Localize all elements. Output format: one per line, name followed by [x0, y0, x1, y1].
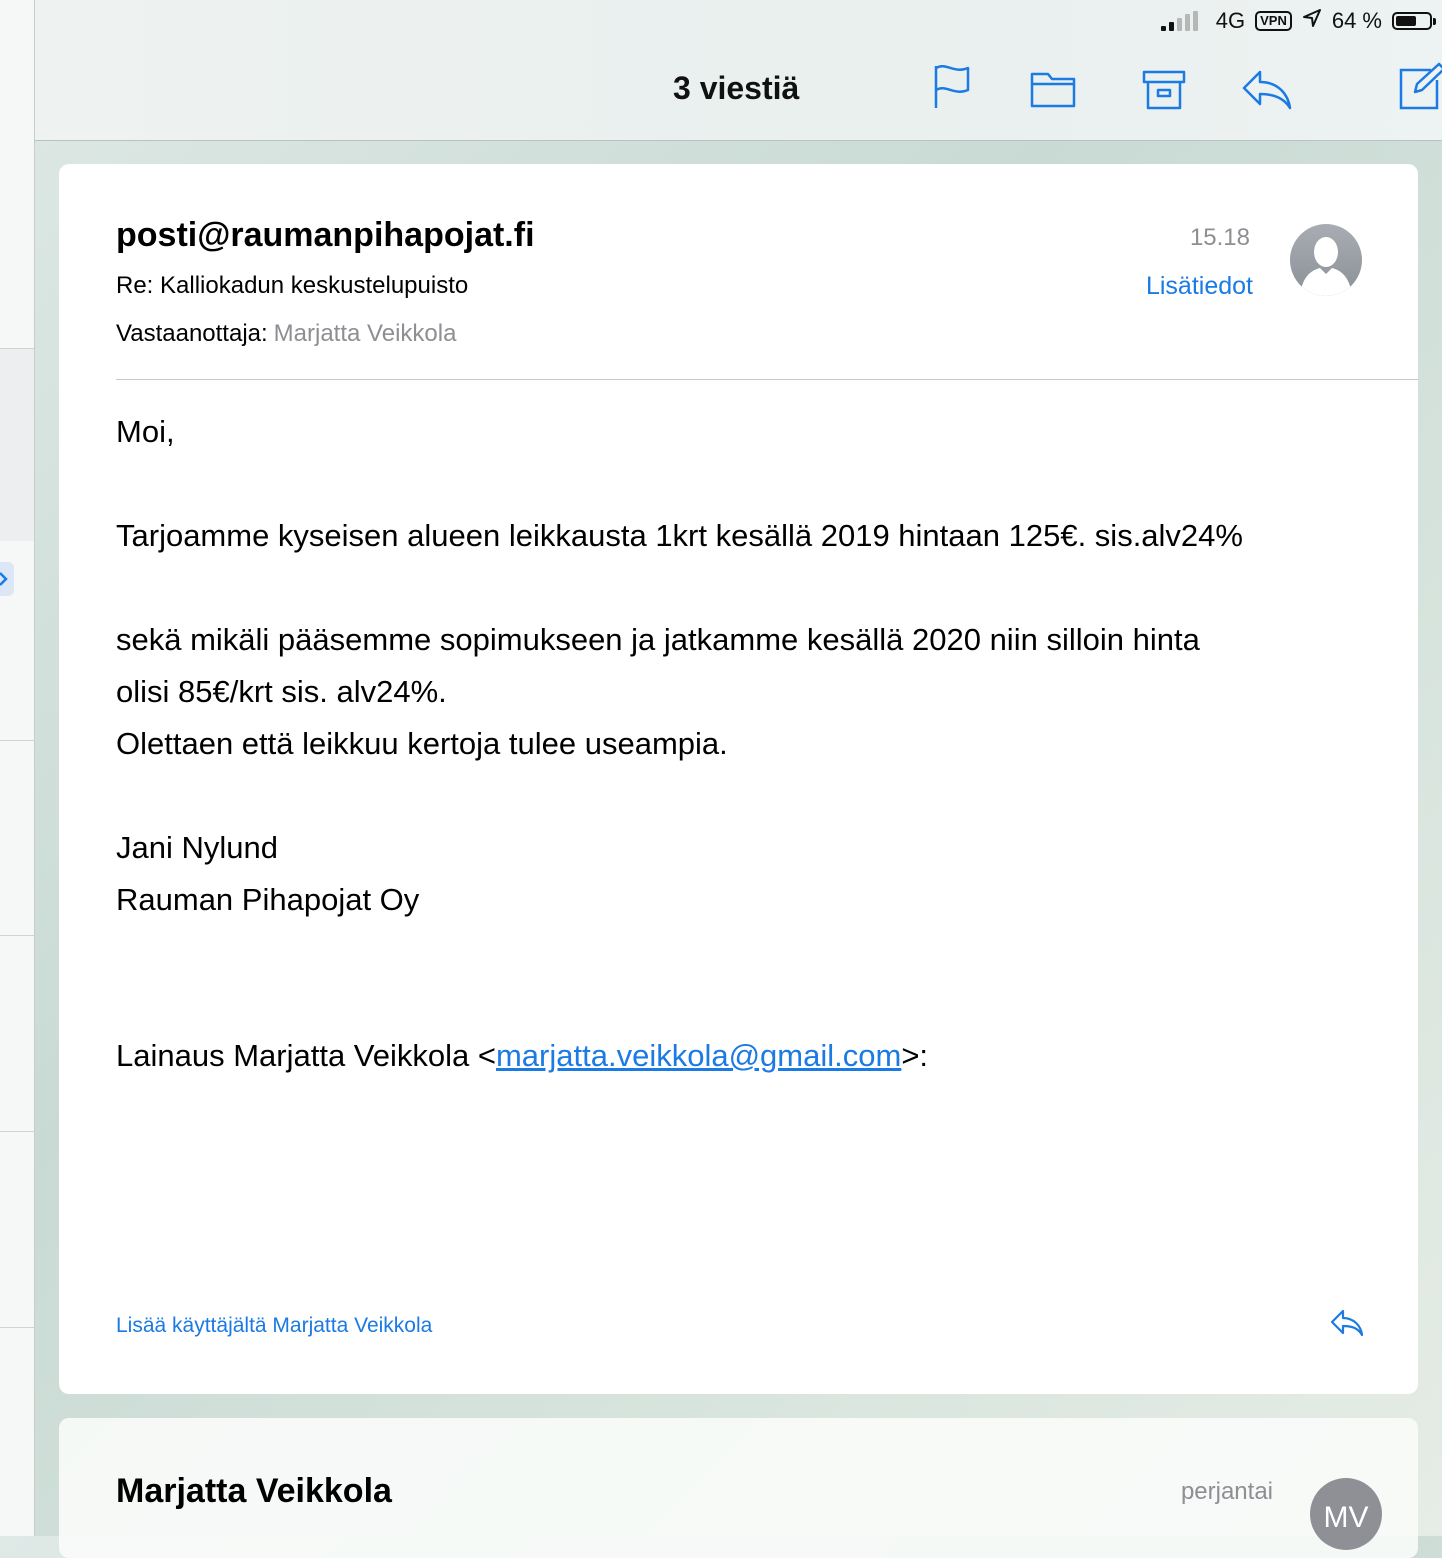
more-from-sender-link[interactable]: Lisää käyttäjältä Marjatta Veikkola [116, 1314, 433, 1337]
message-card [59, 164, 1418, 1394]
quote-suffix: >: [901, 1038, 929, 1073]
reply-icon[interactable] [1240, 68, 1294, 115]
sender-avatar[interactable]: MV [1310, 1478, 1382, 1550]
network-type: 4G [1215, 8, 1246, 33]
sender-avatar[interactable] [1290, 224, 1362, 296]
sender-address[interactable]: posti@raumanpihapojat.fi [116, 216, 535, 254]
vpn-badge: VPN [1255, 11, 1292, 31]
folder-icon[interactable] [1030, 68, 1076, 113]
navigation-bar [35, 0, 1442, 141]
message-subject: Re: Kalliokadun keskustelupuisto [116, 272, 469, 299]
body-paragraph: Olettaen että leikkuu kertoja tulee useampia. [116, 726, 728, 761]
battery-percent: 64 % [1331, 8, 1382, 33]
signature-name: Jani Nylund [116, 830, 278, 865]
person-silhouette-icon [1290, 224, 1362, 296]
status-bar [1161, 8, 1432, 34]
sidebar-divider [0, 1327, 34, 1328]
quote-header [116, 1030, 1376, 1082]
body-paragraph: olisi 85€/krt sis. alv24%. [116, 674, 447, 709]
sidebar-divider [0, 1131, 34, 1132]
archive-icon[interactable] [1142, 68, 1186, 115]
battery-icon [1392, 12, 1432, 30]
sidebar-divider [0, 935, 34, 936]
greeting: Moi, [116, 414, 175, 449]
sender-name: Marjatta Veikkola [116, 1472, 392, 1510]
recipient-name[interactable]: Marjatta Veikkola [273, 320, 457, 347]
quote-email-link[interactable]: marjatta.veikkola@gmail.com [495, 1038, 902, 1073]
recipient-label: Vastaanottaja: [116, 320, 268, 347]
quote-prefix: Lainaus Marjatta Veikkola < [116, 1038, 496, 1073]
body-paragraph: Tarjoamme kyseisen alueen leikkausta 1krt kesällä 2019 hintaan 125€. sis.alv24% [116, 518, 1243, 553]
sidebar-divider [0, 740, 34, 741]
message-card[interactable] [59, 1418, 1418, 1558]
thread-title: 3 viestiä [673, 70, 800, 106]
message-body [116, 406, 1376, 1082]
flag-icon[interactable] [932, 62, 972, 117]
details-link[interactable]: Lisätiedot [1145, 272, 1253, 300]
header-divider [116, 379, 1418, 380]
signal-strength-icon [1161, 11, 1198, 31]
signature-company: Rauman Pihapojat Oy [116, 882, 420, 917]
sidebar-divider [0, 348, 34, 349]
recipient-line [116, 320, 456, 348]
reply-icon[interactable] [1329, 1308, 1365, 1343]
sidebar-chevron-right-icon[interactable] [0, 562, 14, 596]
message-time: perjantai [1180, 1478, 1273, 1505]
message-time: 15.18 [1189, 224, 1250, 251]
compose-icon[interactable] [1397, 62, 1442, 117]
body-paragraph: sekä mikäli pääsemme sopimukseen ja jatkamme kesällä 2020 niin silloin hinta [116, 622, 1200, 657]
sidebar-selected-band [0, 349, 34, 541]
sidebar-strip [0, 0, 35, 1536]
location-arrow-icon [1302, 8, 1322, 34]
